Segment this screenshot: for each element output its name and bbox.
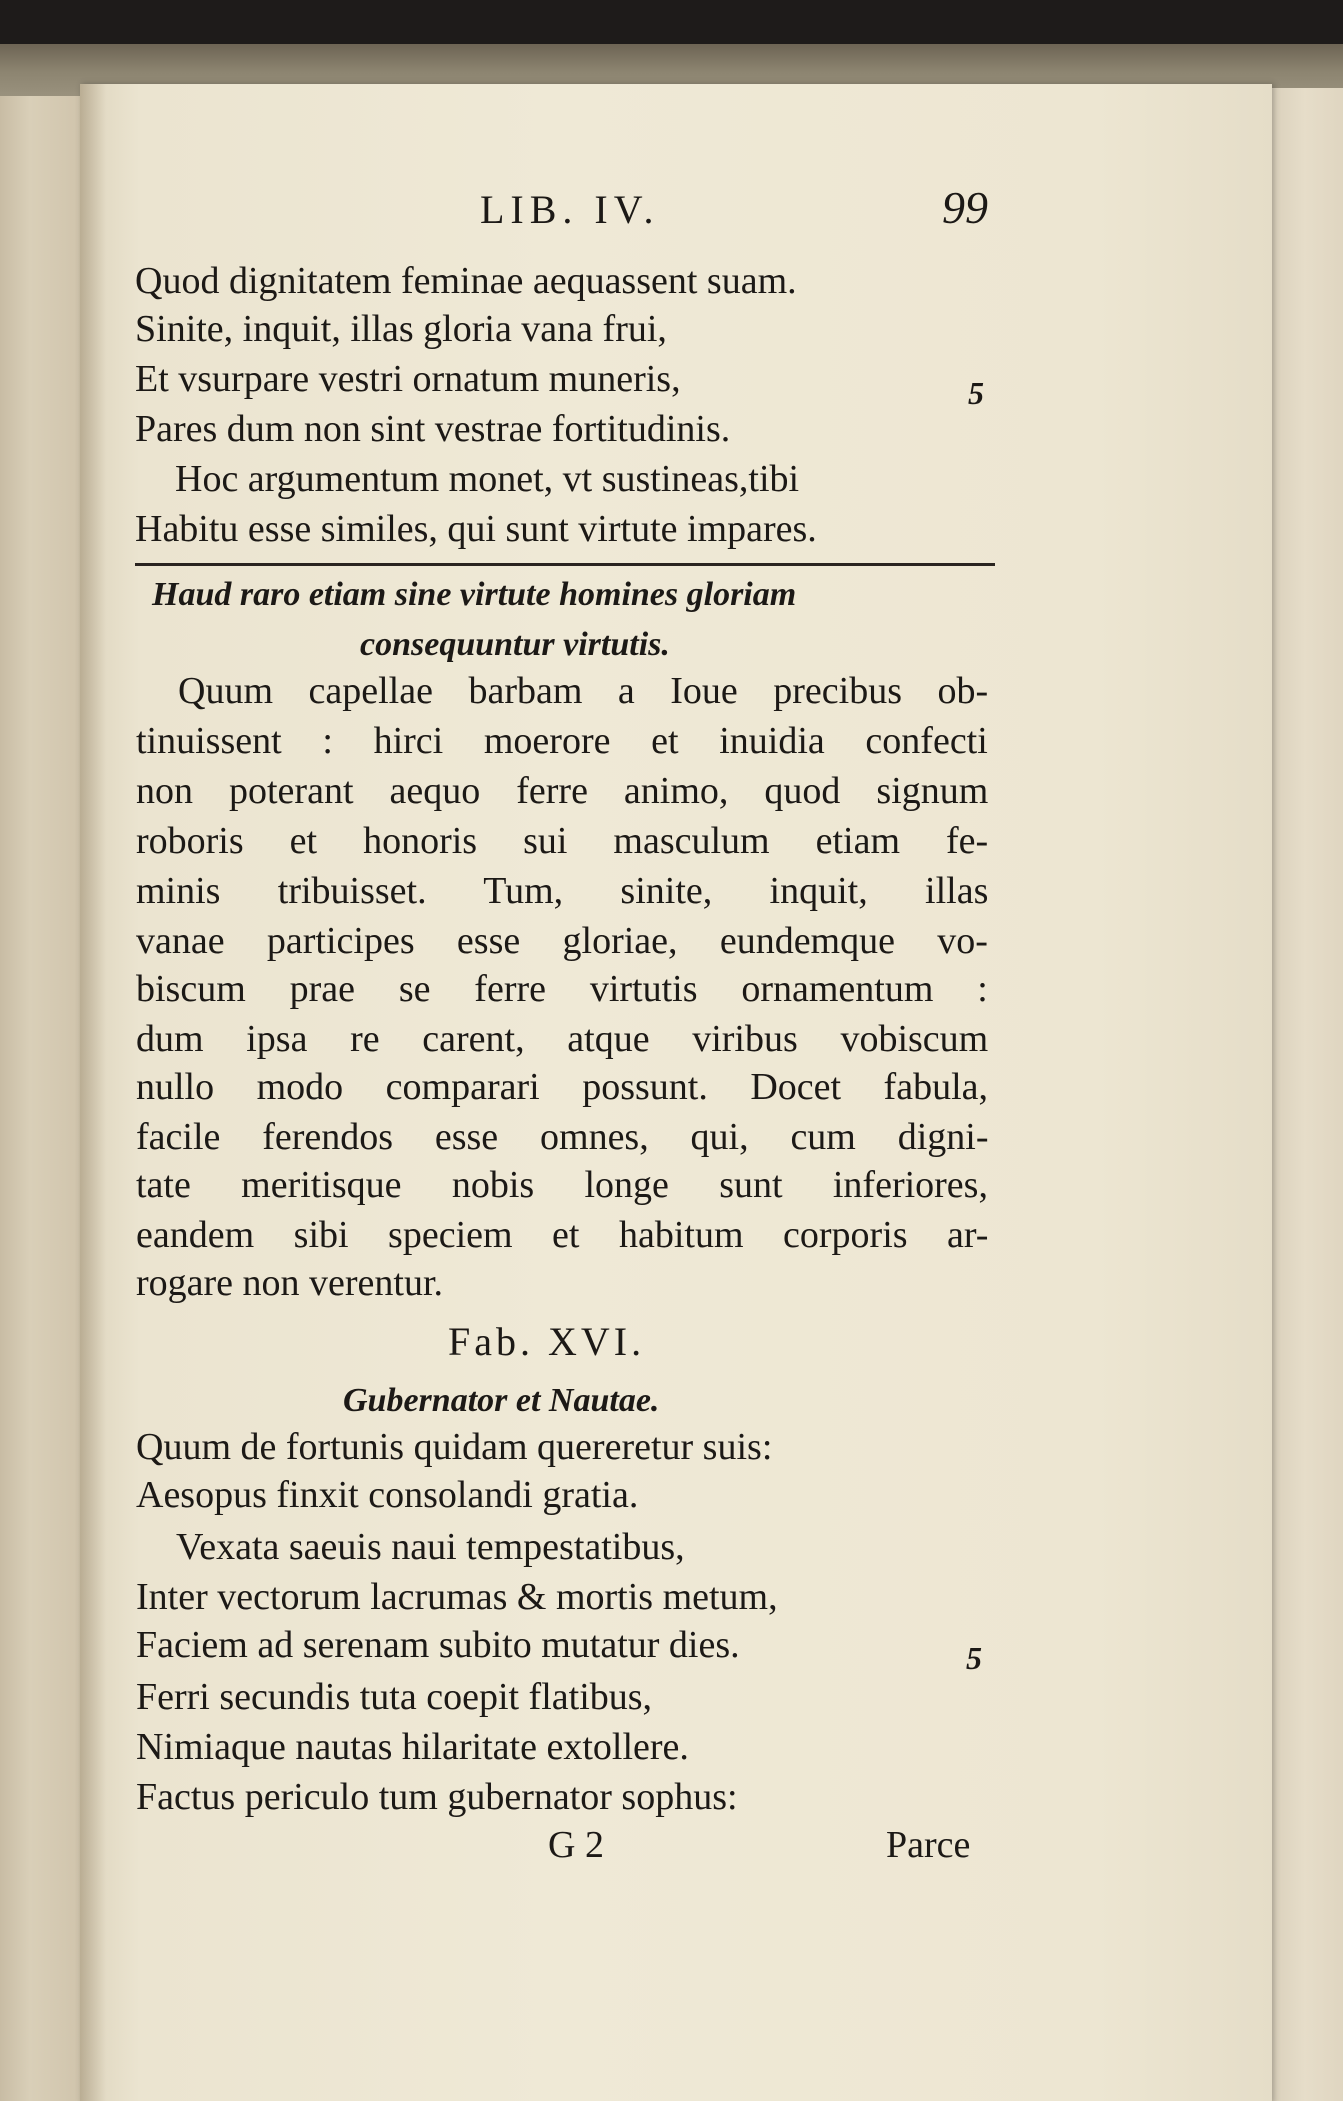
verse-line: Pares dum non sint vestrae fortitudinis. (135, 408, 731, 450)
verse-line: Et vsurpare vestri ornatum muneris, (135, 358, 681, 400)
verse-line: Vexata saeuis naui tempestatibus, (176, 1526, 685, 1568)
prose-line: tate meritisque nobis longe sunt inferiores, (136, 1164, 988, 1206)
verse-line: Ferri secundis tuta coepit flatibus, (136, 1676, 653, 1718)
verse-line: Faciem ad serenam subito mutatur dies. (136, 1624, 740, 1666)
prose-line: roboris et honoris sui masculum etiam fe- (136, 820, 989, 862)
verse-line: Aesopus finxit consolandi gratia. (136, 1474, 639, 1516)
verse-line: Sinite, inquit, illas gloria vana frui, (135, 308, 667, 350)
gutter-shadow (80, 84, 106, 2101)
section-rule (135, 563, 995, 566)
moral-heading-line: consequuntur virtutis. (360, 626, 670, 663)
moral-heading-line: Haud raro etiam sine virtute homines gloriam (152, 576, 797, 613)
verse-line: Nimiaque nautas hilaritate extollere. (136, 1726, 689, 1768)
verse-line: Factus periculo tum gubernator sophus: (136, 1776, 738, 1818)
verse-line: Quod dignitatem feminae aequassent suam. (135, 260, 797, 302)
prose-line: tinuissent : hirci moerore et inuidia confecti (136, 720, 988, 762)
verse-line: Inter vectorum lacrumas & mortis metum, (136, 1576, 778, 1618)
catchword: Parce (886, 1824, 971, 1866)
prose-line: nullo modo comparari possunt. Docet fabula, (136, 1066, 989, 1108)
verse-line: Quum de fortunis quidam quereretur suis: (136, 1426, 773, 1468)
verse-line: Hoc argumentum monet, vt sustineas,tibi (175, 458, 800, 500)
prose-line: Quum capellae barbam a Ioue precibus ob- (178, 670, 989, 712)
running-head: LIB. IV. (480, 187, 660, 232)
prose-line: facile ferendos esse omnes, qui, cum digni- (136, 1116, 989, 1158)
prose-line: non poterant aequo ferre animo, quod signum (136, 770, 989, 812)
line-number-marker: 5 (966, 1640, 982, 1676)
prose-line: rogare non verentur. (136, 1262, 444, 1304)
prose-line: minis tribuisset. Tum, sinite, inquit, illas (136, 870, 989, 912)
page-number: 99 (942, 182, 988, 233)
line-number-marker: 5 (968, 375, 984, 411)
signature-mark: G 2 (548, 1824, 604, 1866)
prose-line: eandem sibi speciem et habitum corporis ar- (136, 1214, 989, 1256)
prose-line: vanae participes esse gloriae, eundemque vo- (136, 920, 988, 962)
fable-number: Fab. XVI. (448, 1319, 646, 1364)
prose-line: dum ipsa re carent, atque viribus vobiscum (136, 1018, 989, 1060)
prose-line: biscum prae se ferre virtutis ornamentum : (136, 968, 988, 1010)
verse-line: Habitu esse similes, qui sunt virtute impares. (135, 508, 817, 550)
fable-title: Gubernator et Nautae. (343, 1382, 660, 1419)
left-page-edge (0, 96, 86, 2101)
